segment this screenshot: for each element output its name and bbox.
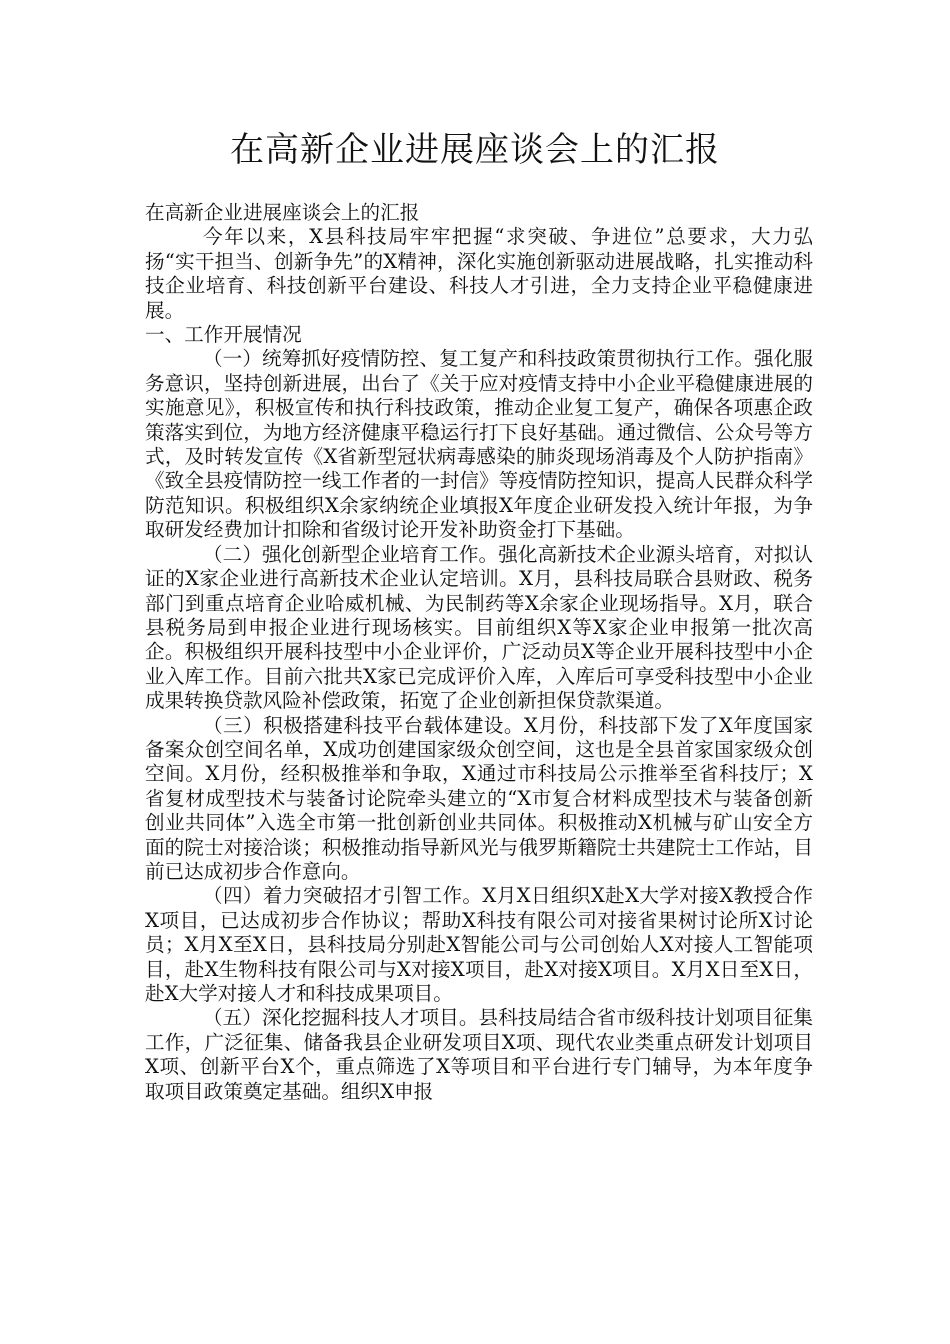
document-title: 在高新企业进展座谈会上的汇报 (230, 130, 720, 170)
paragraph-item-3: （三）积极搭建科技平台载体建设。X月份，科技部下发了X年度国家备案众创空间名单，X成功创建国家级众创空间，这也是全县首家国家级众创空间。X月份，经积极推举和争取，X通过市科技局公示推举至省科技厅；X省复材成型技术与装备讨论院牵头建立的“X市复合材料成型技术与装备创新创业共同体”入选全市第一批创新创业共同体。积极推动X机械与矿山安全方面的院士对接洽谈；积极推动指导新风光与俄罗斯籍院士共建院士工作站，目前已达成初步合作意向。 (145, 713, 813, 883)
paragraph-item-2: （二）强化创新型企业培育工作。强化高新技术企业源头培育，对拟认证的X家企业进行高新技术企业认定培训。X月，县科技局联合县财政、税务部门到重点培育企业哈威机械、为民制药等X余家企业现场指导。X月，联合县税务局到申报企业进行现场核实。目前组织X等X家企业申报第一批次高企。积极组织开展科技型中小企业评价，广泛动员X等企业开展科技型中小企业入库工作。目前六批共X家已完成评价入库，入库后可享受科技型中小企业成果转换贷款风险补偿政策，拓宽了企业创新担保贷款渠道。 (145, 542, 813, 713)
document-subtitle: 在高新企业进展座谈会上的汇报 (145, 201, 420, 224)
paragraph-intro: 今年以来，X县科技局牢牢把握“求突破、争进位”总要求，大力弘扬“实干担当、创新争先”的X精神，深化实施创新驱动进展战略，扎实推动科技企业培育、科技创新平台建设、科技人才引进，全力支持企业平稳健康进展。 (145, 225, 813, 322)
document-body (145, 201, 813, 1104)
paragraph-item-5: （五）深化挖掘科技人才项目。县科技局结合省市级科技计划项目征集工作，广泛征集、储备我县企业研发项目X项、现代农业类重点研发计划项目X项、创新平台X个，重点筛选了X等项目和平台进行专门辅导，为本年度争取项目政策奠定基础。组织X申报 (145, 1006, 813, 1103)
paragraph-item-4: （四）着力突破招才引智工作。X月X日组织X赴X大学对接X教授合作X项目，已达成初步合作协议；帮助X科技有限公司对接省果树讨论所X讨论员；X月X至X日，县科技局分别赴X智能公司与公司创始人X对接人工智能项目，赴X生物科技有限公司与X对接X项目，赴X对接X项目。X月X日至X日，赴X大学对接人才和科技成果项目。 (145, 884, 813, 1005)
section-heading: 一、工作开展情况 (145, 323, 302, 347)
paragraph-item-1: （一）统筹抓好疫情防控、复工复产和科技政策贯彻执行工作。强化服务意识，坚持创新进展，出台了《关于应对疫情支持中小企业平稳健康进展的实施意见》，积极宣传和执行科技政策，推动企业复工复产，确保各项惠企政策落实到位，为地方经济健康平稳运行打下良好基础。通过微信、公众号等方式，及时转发宣传《X省新型冠状病毒感染的肺炎现场消毒及个人防护指南》《致全县疫情防控一线工作者的一封信》等疫情防控知识，提高人民群众科学防范知识。积极组织X余家纳统企业填报X年度企业研发投入统计年报，为争取研发经费加计扣除和省级讨论开发补助资金打下基础。 (145, 347, 813, 542)
